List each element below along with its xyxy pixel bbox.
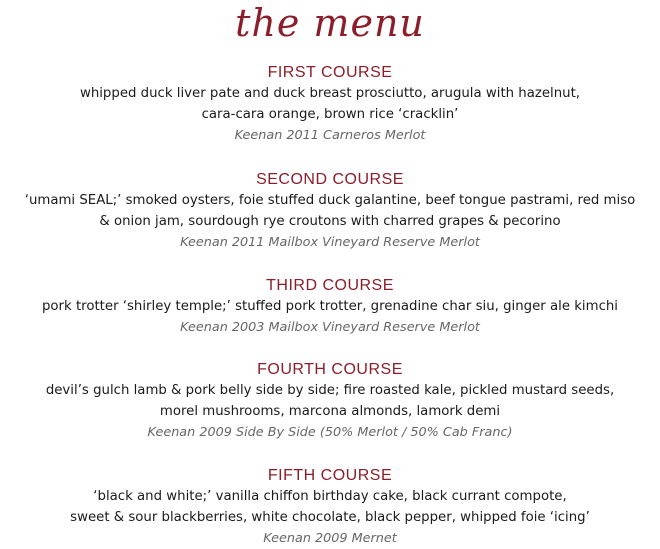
course-title: SECOND COURSE — [256, 171, 404, 188]
course-section-fifth — [0, 466, 660, 549]
dish-description-line: morel mushrooms, marcona almonds, lamork demi — [159, 404, 501, 419]
course-section-fourth — [0, 360, 660, 443]
dish-description-line: whipped duck liver pate and duck breast prosciutto, arugula with hazelnut, — [79, 86, 581, 101]
course-title: FOURTH COURSE — [257, 361, 403, 378]
wine-pairing: Keenan 2003 Mailbox Vineyard Reserve Merlot — [180, 320, 480, 335]
wine-pairing: Keenan 2009 Mernet — [263, 531, 397, 546]
course-section-third — [0, 276, 660, 338]
course-title: FIRST COURSE — [267, 64, 393, 81]
dish-description-line: cara-cara orange, brown rice ‘cracklin’ — [201, 107, 459, 122]
dish-description-line: ‘umami SEAL;’ smoked oysters, foie stuffed duck galantine, beef tongue pastrami, red miso — [24, 193, 636, 208]
dish-description-line: sweet & sour blackberries, white chocolate, black pepper, whipped foie ‘icing’ — [70, 510, 590, 525]
dish-description-line: pork trotter ‘shirley temple;’ stuffed pork trotter, grenadine char siu, ginger ale kimchi — [41, 299, 619, 314]
wine-pairing: Keenan 2011 Mailbox Vineyard Reserve Merlot — [180, 235, 480, 250]
course-section-second — [0, 170, 660, 253]
dish-description-line: & onion jam, sourdough rye croutons with charred grapes & pecorino — [99, 214, 561, 229]
wine-pairing: Keenan 2009 Side By Side (50% Merlot / 50% Cab Franc) — [147, 425, 513, 440]
dish-description-line: devil’s gulch lamb & pork belly side by side; fire roasted kale, pickled mustard seeds, — [45, 383, 615, 398]
course-title: FIFTH COURSE — [267, 467, 393, 484]
course-section-first — [0, 63, 660, 146]
dish-description-line: ‘black and white;’ vanilla chiffon birthday cake, black currant compote, — [93, 489, 567, 504]
wine-pairing: Keenan 2011 Carneros Merlot — [234, 128, 426, 143]
menu-title: the menu — [235, 1, 425, 45]
course-title: THIRD COURSE — [266, 277, 394, 294]
